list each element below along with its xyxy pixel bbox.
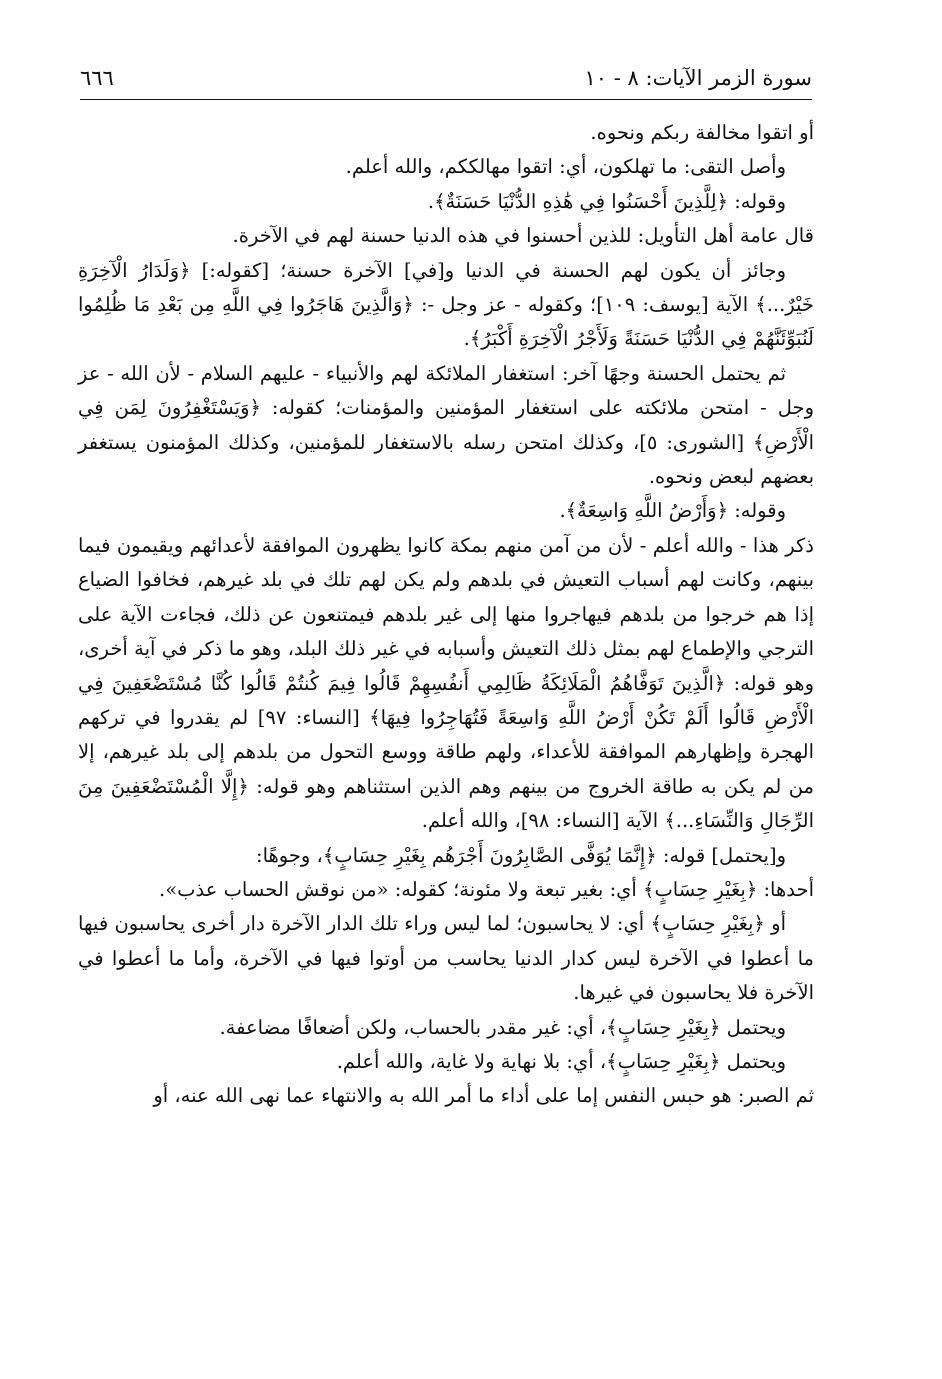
paragraph: أو اتقوا مخالفة ربكم ونحوه.	[590, 121, 814, 144]
paragraph: ثم الصبر: هو حبس النفس إما على أداء ما أمر الله به والانتهاء عما نهى الله عنه، أو	[153, 1084, 814, 1108]
header-divider	[80, 99, 812, 100]
paragraph: وجائز أن يكون لهم الحسنة في الدنيا و[في] الآخرة حسنة؛ [كقوله:] ﴿وَلَدَارُ الْآخِرَةِ خَيْرٌ...﴾ الآية [يوسف: ١٠٩]؛ وكقوله - عز وجل -: ﴿وَالَّذِينَ هَاجَرُوا فِي اللَّهِ مِن بَعْدِ مَا ظُلِمُوا لَنُبَوِّئَنَّهُمْ فِي الدُّنْيَا حَسَنَةً وَلَأَجْرُ الْآخِرَةِ أَكْبَرُ﴾.	[78, 258, 814, 351]
paragraph: و[يحتمل] قوله: ﴿إِنَّمَا يُوَفَّى الصَّابِرُونَ أَجْرَهُم بِغَيْرِ حِسَابٍ﴾، وجوهًا:	[256, 843, 786, 867]
paragraph: أو ﴿بِغَيْرِ حِسَابٍ﴾ أي: لا يحاسبون؛ لما ليس وراء تلك الدار الآخرة دار أخرى يحاسبون فيها ما أعطوا في الآخرة ليس كدار الدنيا يحاسب من أوتوا فيها في الآخرة، وأما ما أعطوا في الآخرة فلا يحاسبون في غيرها.	[78, 912, 814, 1005]
paragraph: وقوله: ﴿وَأَرْضُ اللَّهِ وَاسِعَةٌ﴾.	[559, 499, 786, 523]
paragraph: وقوله: ﴿لِلَّذِينَ أَحْسَنُوا فِي هَٰذِهِ الدُّنْيَا حَسَنَةٌ﴾.	[427, 189, 786, 213]
paragraph: ثم يحتمل الحسنة وجهًا آخر: استغفار الملائكة لهم والأنبياء - عليهم السلام - لأن الله - عز وجل - امتحن ملائكته على استغفار المؤمنين والمؤمنات؛ كقوله: ﴿وَيَسْتَغْفِرُونَ لِمَن فِي الْأَرْضِ﴾ [الشورى: ٥]، وكذلك امتحن رسله بالاستغفار للمؤمنين، وكذلك المؤمنون يستغفر بعضهم لبعض ونحوه.	[78, 361, 814, 489]
paragraph: ويحتمل ﴿بِغَيْرِ حِسَابٍ﴾، أي: بلا نهاية ولا غاية، والله أعلم.	[336, 1049, 786, 1073]
paragraph: قال عامة أهل التأويل: للذين أحسنوا في هذه الدنيا حسنة لهم في الآخرة.	[232, 224, 814, 248]
paragraph: أحدها: ﴿بِغَيْرِ حِسَابٍ﴾ أي: بغير تبعة ولا مئونة؛ كقوله: «من نوقش الحساب عذب».	[159, 877, 814, 901]
paragraph: ذكر هذا - والله أعلم - لأن من آمن منهم بمكة كانوا يظهرون الموافقة لأعدائهم ويقيمون فيما بينهم، وكانت لهم أسباب التعيش في بلدهم ولم يكن لهم تلك في بلد غيرهم، فخافوا الضياع إذا هم خرجوا من بلدهم فيهاجروا منها إلى غير بلدهم فيمتنعون عن ذلك، فجاءت الآية على الترجي والإطماع لهم بمثل ذلك التعيش وأسبابه في غير ذلك البلد، وهو ما ذكر في آية أخرى، وهو قوله: ﴿الَّذِينَ تَوَفَّاهُمُ الْمَلَائِكَةُ ظَالِمِي أَنفُسِهِمْ قَالُوا فِيمَ كُنتُمْ قَالُوا كُنَّا مُسْتَضْعَفِينَ فِي الْأَرْضِ قَالُوا أَلَمْ تَكُنْ أَرْضُ اللَّهِ وَاسِعَةً فَتُهَاجِرُوا فِيهَا﴾ [النساء: ٩٧] لم يقدروا في تركهم الهجرة وإظهارهم الموافقة للأعداء، ولهم طاقة ووسع التحول من بلدهم إلى بلد غيرهم، إلا من لم يكن به طاقة الخروج من بينهم وهم الذين استثناهم وهو قوله: ﴿إِلَّا الْمُسْتَضْعَفِينَ مِنَ الرِّجَالِ وَالنِّسَاءِ...﴾ الآية [النساء: ٩٨]، والله أعلم.	[78, 533, 814, 833]
surah-title: سورة الزمر الآيات: ٨ - ١٠	[584, 66, 812, 90]
paragraph: وأصل التقى: ما تهلكون، أي: اتقوا مهالككم، والله أعلم.	[345, 155, 786, 179]
commentary-text	[78, 116, 814, 1114]
running-header	[80, 62, 812, 98]
page-number: ٦٦٦	[80, 66, 114, 90]
paragraph: ويحتمل ﴿بِغَيْرِ حِسَابٍ﴾، أي: غير مقدر بالحساب، ولكن أضعافًا مضاعفة.	[219, 1015, 786, 1039]
